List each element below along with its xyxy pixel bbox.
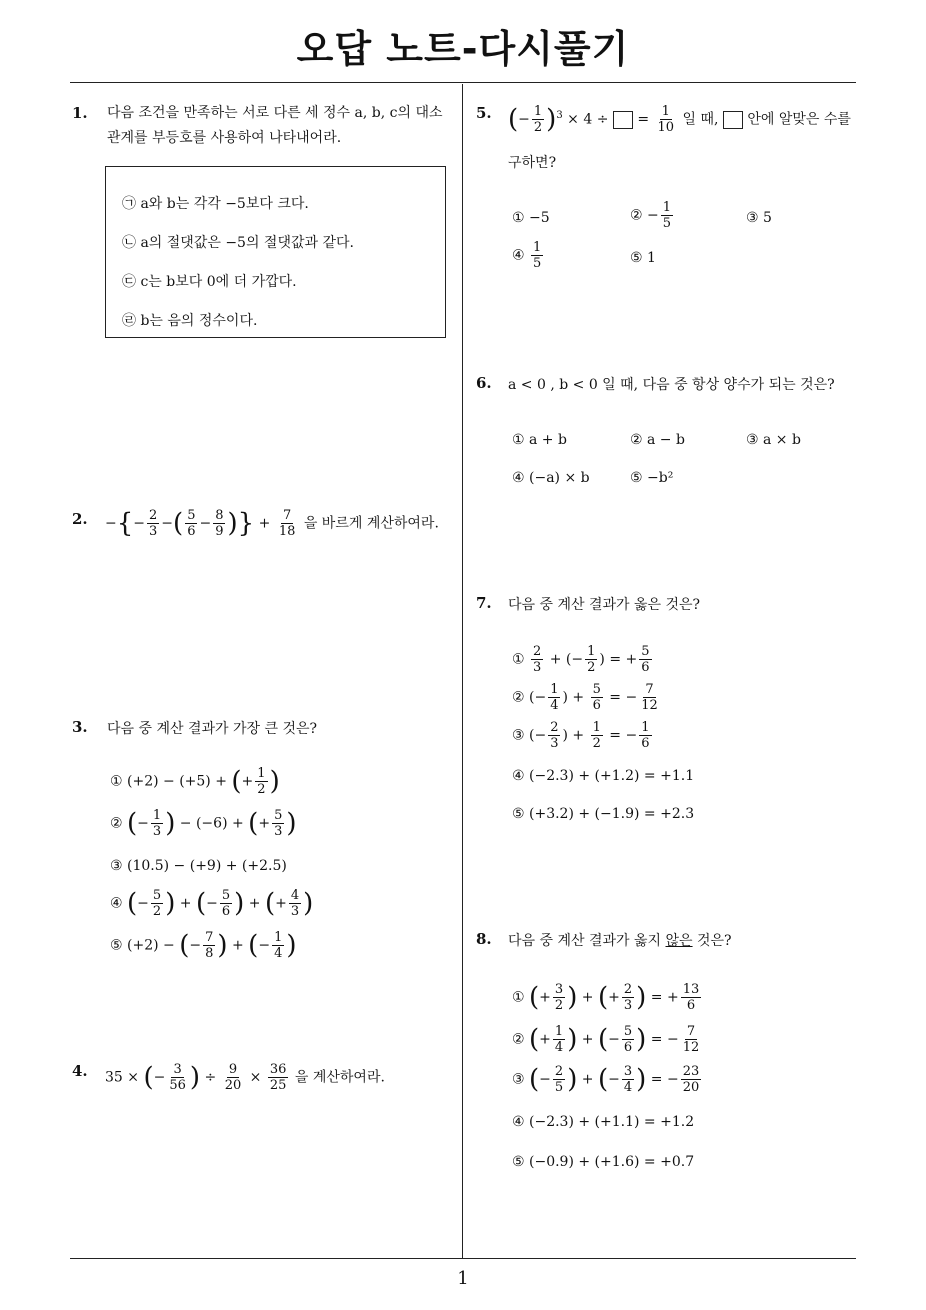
q5-option-2: ② − $\frac{1}{5}$: [630, 200, 672, 231]
q7-option-4: ④ (−2.3) + (+1.2) = +1.1: [512, 768, 695, 784]
q8-option-1: ① (+ $\frac{3}{2}$ ) + (+ $\frac{2}{3}$ ) = + $\frac{13}{6}$: [512, 982, 700, 1013]
q8-text: 다음 중 계산 결과가 옳지 않은 것은?: [508, 933, 732, 949]
blank-box: [723, 111, 743, 129]
q3-text: 다음 중 계산 결과가 가장 큰 것은?: [107, 721, 318, 737]
q1-condition-3: ㉢ c는 b보다 0에 더 가깝다.: [122, 274, 297, 290]
page-number: 1: [457, 1268, 469, 1289]
q5-option-5: ⑤ 1: [630, 250, 656, 266]
q5-end: 안에 알맞은 수를: [747, 111, 851, 128]
q6-option-2: ② a − b: [630, 432, 685, 448]
q8-option-5: ⑤ (−0.9) + (+1.6) = +0.7: [512, 1154, 695, 1170]
q7-number: 7.: [476, 594, 492, 612]
q5-option-4: ④ $\frac{1}{5}$: [512, 240, 542, 271]
q1-text: [107, 101, 457, 151]
q4-number: 4.: [72, 1062, 88, 1080]
q5-option-1: ① −5: [512, 210, 550, 226]
q1-condition-1: ㉠ a와 b는 각각 −5보다 크다.: [122, 196, 309, 212]
top-rule: [70, 82, 856, 83]
q2-expression: −{− $\frac{2}{3}$ −( $\frac{5}{6}$ − $\frac{8}{9}$ )} + $\frac{7}{18}$ 을 바르게 계산하여라.: [105, 508, 439, 539]
q1-condition-box: [105, 166, 446, 338]
q7-option-3: ③ (− $\frac{2}{3}$ ) + $\frac{1}{2}$ = − $\frac{1}{6}$: [512, 720, 650, 751]
q5-number: 5.: [476, 104, 492, 122]
page-title: 오답 노트-다시풀기: [296, 27, 630, 71]
q1-condition-2: ㉡ a의 절댓값은 −5의 절댓값과 같다.: [122, 235, 354, 251]
q5-mid: 일 때,: [682, 111, 719, 128]
q6-option-5: ⑤ −b²: [630, 470, 674, 486]
q5-line2: 구하면?: [508, 155, 557, 171]
q6-text: a < 0 , b < 0 일 때, 다음 중 항상 양수가 되는 것은?: [508, 377, 835, 393]
bottom-rule: [70, 1258, 856, 1259]
q7-text: 다음 중 계산 결과가 옳은 것은?: [508, 597, 701, 613]
q8-option-4: ④ (−2.3) + (+1.1) = +1.2: [512, 1114, 695, 1130]
q7-option-1: ① $\frac{2}{3}$ + (− $\frac{1}{2}$ ) = + $\frac{5}{6}$: [512, 644, 650, 675]
q7-option-2: ② (− $\frac{1}{4}$ ) + $\frac{5}{6}$ = − $\frac{7}{12}$: [512, 682, 658, 713]
q1-number: 1.: [72, 104, 88, 122]
column-divider: [462, 84, 463, 1259]
q5-expression: (− $\frac{1}{2}$ )$^3$ × 4 ÷ = $\frac{1}{10}$ 일 때, 안에 알맞은 수를: [508, 104, 851, 135]
q4-expression: 35 × (− $\frac{3}{56}$ ) ÷ $\frac{9}{20}$ × $\frac{36}{25}$ 을 계산하여라.: [105, 1062, 385, 1093]
q3-option-4: ④ (− $\frac{5}{2}$ ) + (− $\frac{5}{6}$ ) + (+ $\frac{4}{3}$ ): [110, 888, 314, 919]
q6-option-3: ③ a × b: [746, 432, 801, 448]
q3-option-2: ② (− $\frac{1}{3}$ ) − (−6) + (+ $\frac{5}{3}$ ): [110, 808, 297, 839]
q8-number: 8.: [476, 930, 492, 948]
q8-option-2: ② (+ $\frac{1}{4}$ ) + (− $\frac{5}{6}$ ) = − $\frac{7}{12}$: [512, 1024, 700, 1055]
q2-suffix: 을 바르게 계산하여라.: [303, 515, 439, 532]
blank-box: [613, 111, 633, 129]
q1-line1: 다음 조건을 만족하는 서로 다른 세 정수 a, b, c의 대소: [107, 105, 443, 121]
q1-line2: 관계를 부등호를 사용하여 나타내어라.: [107, 130, 342, 146]
q2-number: 2.: [72, 510, 88, 528]
q4-suffix: 을 계산하여라.: [294, 1069, 385, 1086]
q5-option-3: ③ 5: [746, 210, 772, 226]
q6-option-4: ④ (−a) × b: [512, 470, 590, 486]
q3-number: 3.: [72, 718, 88, 736]
q8-option-3: ③ (− $\frac{2}{5}$ ) + (− $\frac{3}{4}$ ) = − $\frac{23}{20}$: [512, 1064, 700, 1095]
q3-option-1: ① (+2) − (+5) + (+ $\frac{1}{2}$ ): [110, 766, 280, 797]
q6-number: 6.: [476, 374, 492, 392]
q3-option-3: ③ (10.5) − (+9) + (+2.5): [110, 858, 287, 874]
q7-option-5: ⑤ (+3.2) + (−1.9) = +2.3: [512, 806, 695, 822]
q1-condition-4: ㉣ b는 음의 정수이다.: [122, 313, 258, 329]
q8-underlined-word: 않은: [665, 933, 693, 949]
q6-option-1: ① a + b: [512, 432, 567, 448]
q3-option-5: ⑤ (+2) − (− $\frac{7}{8}$ ) + (− $\frac{1}{4}$ ): [110, 930, 297, 961]
